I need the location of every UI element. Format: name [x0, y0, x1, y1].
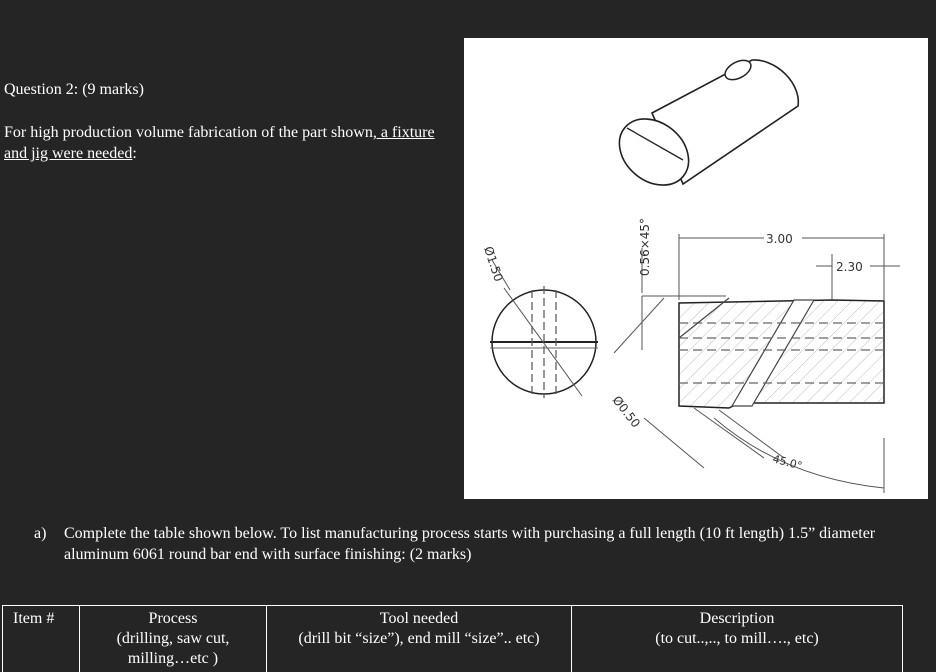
engineering-drawing [464, 38, 928, 499]
dim-angle-label: 45.0° [771, 452, 804, 473]
dim-offset-label: 2.30 [836, 260, 863, 274]
header-tool-hint: (drill bit “size”), end mill “size”.. etc) [298, 630, 540, 647]
intro-text: For high production volume fabrication of the part shown [4, 124, 373, 141]
intro-underlined-text: , a fixture and jig were needed [4, 124, 435, 162]
dim-length-label: 3.00 [766, 232, 793, 246]
question-intro [4, 122, 454, 164]
dim-hole-label: Ø0.50 [609, 393, 643, 431]
header-process [80, 606, 267, 672]
header-item [3, 606, 80, 672]
drawing-svg [464, 38, 928, 499]
process-table [2, 605, 903, 672]
section-view [679, 298, 884, 408]
end-view [490, 260, 598, 398]
dim-chamfer-label: 0.56×45° [638, 217, 652, 276]
header-tool [267, 606, 572, 672]
header-description-label: Description [699, 610, 775, 627]
header-description-hint: (to cut..,.., to mill…., etc) [655, 630, 819, 647]
header-process-label: Process [148, 610, 198, 627]
dim-diameter-label: Ø1.50 [481, 244, 506, 284]
question-title: Question 2: (9 marks) [4, 81, 144, 98]
header-description [572, 606, 903, 672]
header-item-label: Item # [13, 610, 55, 627]
header-process-hint: (drilling, saw cut, milling…etc ) [116, 630, 230, 667]
intro-colon: : [132, 145, 137, 162]
table-header-row [3, 606, 903, 672]
part-a-text: Complete the table shown below. To list manufacturing process starts with purchasing a full length (10 ft length) 1.5” diameter aluminum 6061 round bar end with surface finishing: (2 marks) [64, 525, 876, 563]
header-tool-label: Tool needed [379, 610, 459, 627]
part-a-letter: a) [34, 525, 47, 542]
isometric-part [606, 56, 798, 198]
